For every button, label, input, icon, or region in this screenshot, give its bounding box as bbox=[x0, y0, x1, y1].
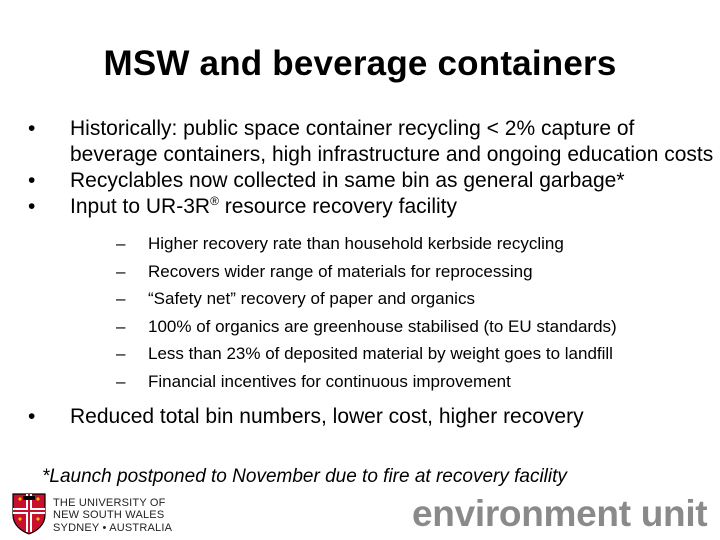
sub-bullet-item bbox=[70, 230, 716, 258]
sub-bullet-item bbox=[70, 368, 716, 396]
sub-bullet-text: Less than 23% of deposited material by weight goes to landfill bbox=[148, 344, 613, 364]
university-line: THE UNIVERSITY OF bbox=[53, 497, 166, 509]
sub-bullet-item bbox=[70, 258, 716, 286]
bullet-item bbox=[26, 116, 716, 168]
university-wordmark bbox=[53, 497, 172, 534]
sub-bullet-text: Higher recovery rate than household kerbside recycling bbox=[148, 234, 564, 253]
sub-bullet-text: Recovers wider range of materials for reprocessing bbox=[148, 261, 533, 281]
bullet-text-end: resource recovery facility bbox=[218, 195, 457, 218]
dash-marker: – bbox=[116, 234, 126, 253]
bullet-marker: • bbox=[28, 404, 36, 428]
sub-bullet-item bbox=[70, 285, 716, 313]
university-line: SYDNEY • AUSTRALIA bbox=[53, 521, 173, 534]
dash-marker: – bbox=[116, 289, 126, 309]
sub-bullet-list bbox=[70, 230, 716, 396]
dash-marker: – bbox=[116, 316, 126, 336]
bullet-text-start: Input to UR-3R bbox=[70, 195, 211, 218]
slide-title: MSW and beverage containers bbox=[103, 44, 617, 83]
bullet-marker: • bbox=[28, 117, 36, 140]
environment-unit-logo: environment unit bbox=[412, 493, 708, 534]
bullet-text: Recyclables now collected in same bin as general garbage* bbox=[70, 169, 625, 192]
bullet-item bbox=[26, 194, 716, 396]
footnote: *Launch postponed to November due to fire at recovery facility bbox=[42, 466, 567, 487]
bullet-text: Reduced total bin numbers, lower cost, higher recovery bbox=[70, 404, 584, 428]
bullet-item bbox=[26, 168, 716, 194]
university-crest-icon bbox=[12, 493, 46, 535]
bullet-marker: • bbox=[28, 195, 36, 218]
university-line: NEW SOUTH WALES bbox=[53, 509, 165, 522]
bullet-list bbox=[26, 116, 716, 430]
sub-bullet-item bbox=[70, 340, 716, 368]
sub-bullet-text: Financial incentives for continuous improvement bbox=[148, 371, 511, 391]
sub-bullet-text: “Safety net” recovery of paper and organics bbox=[148, 289, 475, 309]
dash-marker: – bbox=[116, 344, 126, 364]
bullet-text: Historically: public space container recycling < 2% capture of beverage containers, high infrastructure and ongoing education costs bbox=[70, 117, 714, 166]
bullet-item bbox=[26, 404, 716, 430]
dash-marker: – bbox=[116, 371, 126, 391]
registered-mark: ® bbox=[210, 194, 219, 208]
dash-marker: – bbox=[116, 261, 126, 281]
sub-bullet-item bbox=[70, 313, 716, 341]
sub-bullet-text: 100% of organics are greenhouse stabilised (to EU standards) bbox=[148, 316, 617, 336]
bullet-marker: • bbox=[28, 169, 36, 192]
